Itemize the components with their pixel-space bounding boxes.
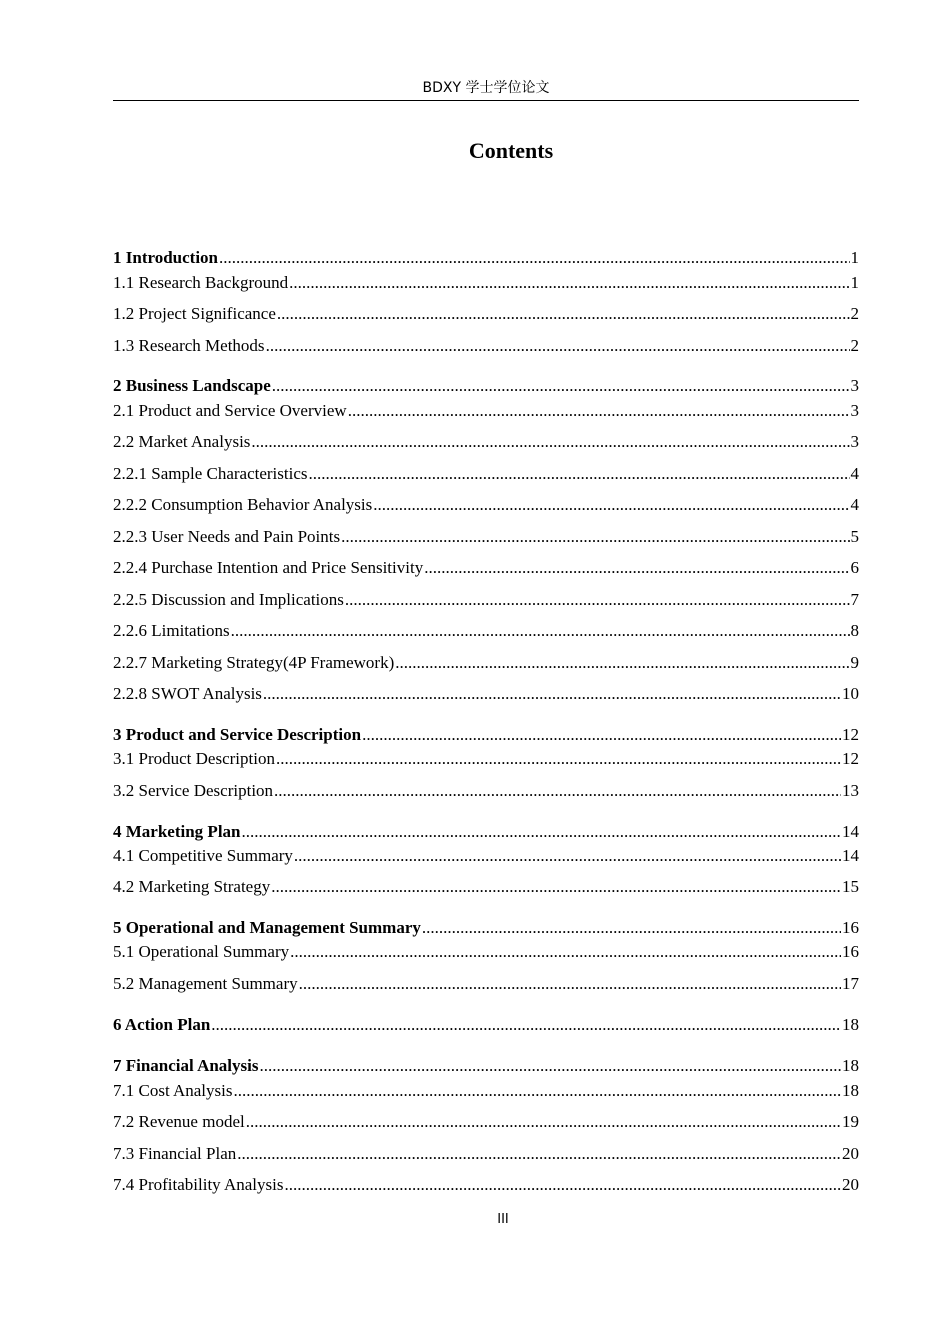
- toc-entry-page-number: 16: [842, 942, 859, 961]
- toc-entry[interactable]: [113, 684, 859, 706]
- toc-entry[interactable]: [113, 725, 859, 747]
- toc-entry-page-number: 7: [850, 590, 859, 609]
- toc-entry-label: 7 Financial Analysis: [113, 1056, 259, 1075]
- toc-dot-leader: [289, 273, 849, 293]
- toc-entry-page-number: 18: [842, 1056, 859, 1075]
- toc-dot-leader: [348, 401, 850, 421]
- toc-entry[interactable]: [113, 1056, 859, 1078]
- toc-dot-leader: [284, 1175, 841, 1195]
- toc-entry-page-number: 19: [842, 1112, 859, 1131]
- toc-entry-page-number: 6: [850, 558, 859, 577]
- toc-entry-label: 5 Operational and Management Summary: [113, 918, 421, 937]
- toc-dot-leader: [362, 725, 841, 745]
- toc-entry[interactable]: [113, 495, 859, 517]
- toc-entry[interactable]: [113, 1081, 859, 1103]
- toc-entry-page-number: 15: [842, 877, 859, 896]
- toc-entry-label: 3.1 Product Description: [113, 749, 275, 768]
- toc-entry-label: 1 Introduction: [113, 248, 219, 267]
- toc-entry[interactable]: [113, 1015, 859, 1037]
- toc-entry-label: 7.1 Cost Analysis: [113, 1081, 233, 1100]
- toc-entry[interactable]: [113, 918, 859, 940]
- toc-entry-label: 4.1 Competitive Summary: [113, 846, 293, 865]
- toc-entry-page-number: 14: [842, 846, 859, 865]
- toc-entry-page-number: 18: [842, 1081, 859, 1100]
- toc-entry-label: 1.1 Research Background: [113, 273, 289, 292]
- toc-entry[interactable]: [113, 942, 859, 964]
- toc-entry[interactable]: [113, 464, 859, 486]
- toc-entry-page-number: 20: [842, 1175, 859, 1194]
- toc-entry-page-number: 12: [842, 725, 859, 744]
- toc-entry-label: 2.2.4 Purchase Intention and Price Sensitivity: [113, 558, 424, 577]
- toc-dot-leader: [341, 527, 849, 547]
- toc-entry[interactable]: [113, 653, 859, 675]
- toc-entry-label: 7.2 Revenue model: [113, 1112, 245, 1131]
- toc-entry-label: 5.1 Operational Summary: [113, 942, 290, 961]
- running-header: BDXY 学士学位论文: [422, 80, 550, 96]
- toc-entry-page-number: 1: [850, 273, 859, 292]
- toc-entry[interactable]: [113, 590, 859, 612]
- toc-dot-leader: [309, 464, 850, 484]
- toc-entry-label: 2 Business Landscape: [113, 376, 271, 395]
- toc-entry[interactable]: [113, 877, 859, 899]
- toc-dot-leader: [274, 781, 841, 801]
- toc-entry-label: 6 Action Plan: [113, 1015, 211, 1034]
- toc-entry-label: 3.2 Service Description: [113, 781, 274, 800]
- toc-entry-page-number: 3: [850, 401, 859, 420]
- toc-entry[interactable]: [113, 1144, 859, 1166]
- toc-dot-leader: [219, 248, 849, 268]
- toc-dot-leader: [424, 558, 849, 578]
- toc-entry-page-number: 8: [850, 621, 859, 640]
- toc-entry[interactable]: [113, 273, 859, 295]
- toc-entry-page-number: 20: [842, 1144, 859, 1163]
- toc-entry-page-number: 3: [850, 432, 859, 451]
- toc-entry-label: 2.1 Product and Service Overview: [113, 401, 347, 420]
- toc-entry[interactable]: [113, 304, 859, 326]
- toc-dot-leader: [276, 749, 841, 769]
- toc-entry[interactable]: [113, 974, 859, 996]
- toc-entry[interactable]: [113, 822, 859, 844]
- toc-dot-leader: [231, 621, 850, 641]
- toc-entry[interactable]: [113, 376, 859, 398]
- toc-dot-leader: [263, 684, 841, 704]
- toc-dot-leader: [271, 877, 841, 897]
- toc-entry[interactable]: [113, 432, 859, 454]
- toc-dot-leader: [242, 822, 842, 842]
- toc-entry-label: 1.3 Research Methods: [113, 336, 265, 355]
- toc-entry-page-number: 14: [842, 822, 859, 841]
- toc-entry-label: 1.2 Project Significance: [113, 304, 276, 323]
- toc-entry[interactable]: [113, 248, 859, 270]
- toc-entry[interactable]: [113, 336, 859, 358]
- toc-dot-leader: [294, 846, 841, 866]
- toc-dot-leader: [237, 1144, 841, 1164]
- toc-entry-label: 2.2.1 Sample Characteristics: [113, 464, 308, 483]
- toc-entry-page-number: 9: [850, 653, 859, 672]
- toc-entry[interactable]: [113, 1175, 859, 1197]
- toc-dot-leader: [246, 1112, 841, 1132]
- toc-entry-label: 2.2.2 Consumption Behavior Analysis: [113, 495, 373, 514]
- toc-entry-label: 2.2 Market Analysis: [113, 432, 251, 451]
- toc-entry-page-number: 13: [842, 781, 859, 800]
- toc-entry-page-number: 2: [850, 304, 859, 323]
- page-number: III: [497, 1212, 509, 1227]
- toc-entry[interactable]: [113, 781, 859, 803]
- toc-entry-page-number: 3: [850, 376, 859, 395]
- toc-entry-page-number: 12: [842, 749, 859, 768]
- toc-entry[interactable]: [113, 401, 859, 423]
- toc-entry-label: 4.2 Marketing Strategy: [113, 877, 271, 896]
- toc-entry-page-number: 10: [842, 684, 859, 703]
- toc-entry[interactable]: [113, 558, 859, 580]
- toc-entry[interactable]: [113, 749, 859, 771]
- toc-dot-leader: [272, 376, 850, 396]
- header-rule: [113, 100, 859, 101]
- toc-entry[interactable]: [113, 846, 859, 868]
- toc-entry-label: 2.2.8 SWOT Analysis: [113, 684, 262, 703]
- toc-entry-label: 2.2.3 User Needs and Pain Points: [113, 527, 341, 546]
- toc-entry-label: 7.4 Profitability Analysis: [113, 1175, 284, 1194]
- toc-entry-page-number: 5: [850, 527, 859, 546]
- toc-dot-leader: [277, 304, 850, 324]
- toc-dot-leader: [211, 1015, 841, 1035]
- toc-dot-leader: [259, 1056, 841, 1076]
- toc-entry[interactable]: [113, 1112, 859, 1134]
- toc-entry-label: 2.2.6 Limitations: [113, 621, 230, 640]
- toc-dot-leader: [266, 336, 850, 356]
- toc-entry-page-number: 16: [842, 918, 859, 937]
- toc-entry-page-number: 1: [850, 248, 859, 267]
- toc-entry-label: 4 Marketing Plan: [113, 822, 241, 841]
- toc-entry[interactable]: [113, 621, 859, 643]
- toc-dot-leader: [373, 495, 849, 515]
- toc-entry-page-number: 17: [842, 974, 859, 993]
- toc-dot-leader: [251, 432, 849, 452]
- toc-entry-label: 5.2 Management Summary: [113, 974, 298, 993]
- toc-entry-label: 7.3 Financial Plan: [113, 1144, 237, 1163]
- toc-entry-label: 2.2.7 Marketing Strategy(4P Framework): [113, 653, 395, 672]
- toc-dot-leader: [290, 942, 841, 962]
- toc-dot-leader: [345, 590, 850, 610]
- toc-dot-leader: [299, 974, 841, 994]
- page-title: Contents: [468, 138, 554, 163]
- toc-entry-label: 3 Product and Service Description: [113, 725, 362, 744]
- toc-entry-page-number: 4: [850, 464, 859, 483]
- toc-dot-leader: [234, 1081, 842, 1101]
- toc-dot-leader: [395, 653, 849, 673]
- toc-entry-page-number: 18: [842, 1015, 859, 1034]
- toc-entry[interactable]: [113, 527, 859, 549]
- toc-dot-leader: [422, 918, 841, 938]
- toc-entry-page-number: 4: [850, 495, 859, 514]
- toc-entry-label: 2.2.5 Discussion and Implications: [113, 590, 344, 609]
- toc-entry-page-number: 2: [850, 336, 859, 355]
